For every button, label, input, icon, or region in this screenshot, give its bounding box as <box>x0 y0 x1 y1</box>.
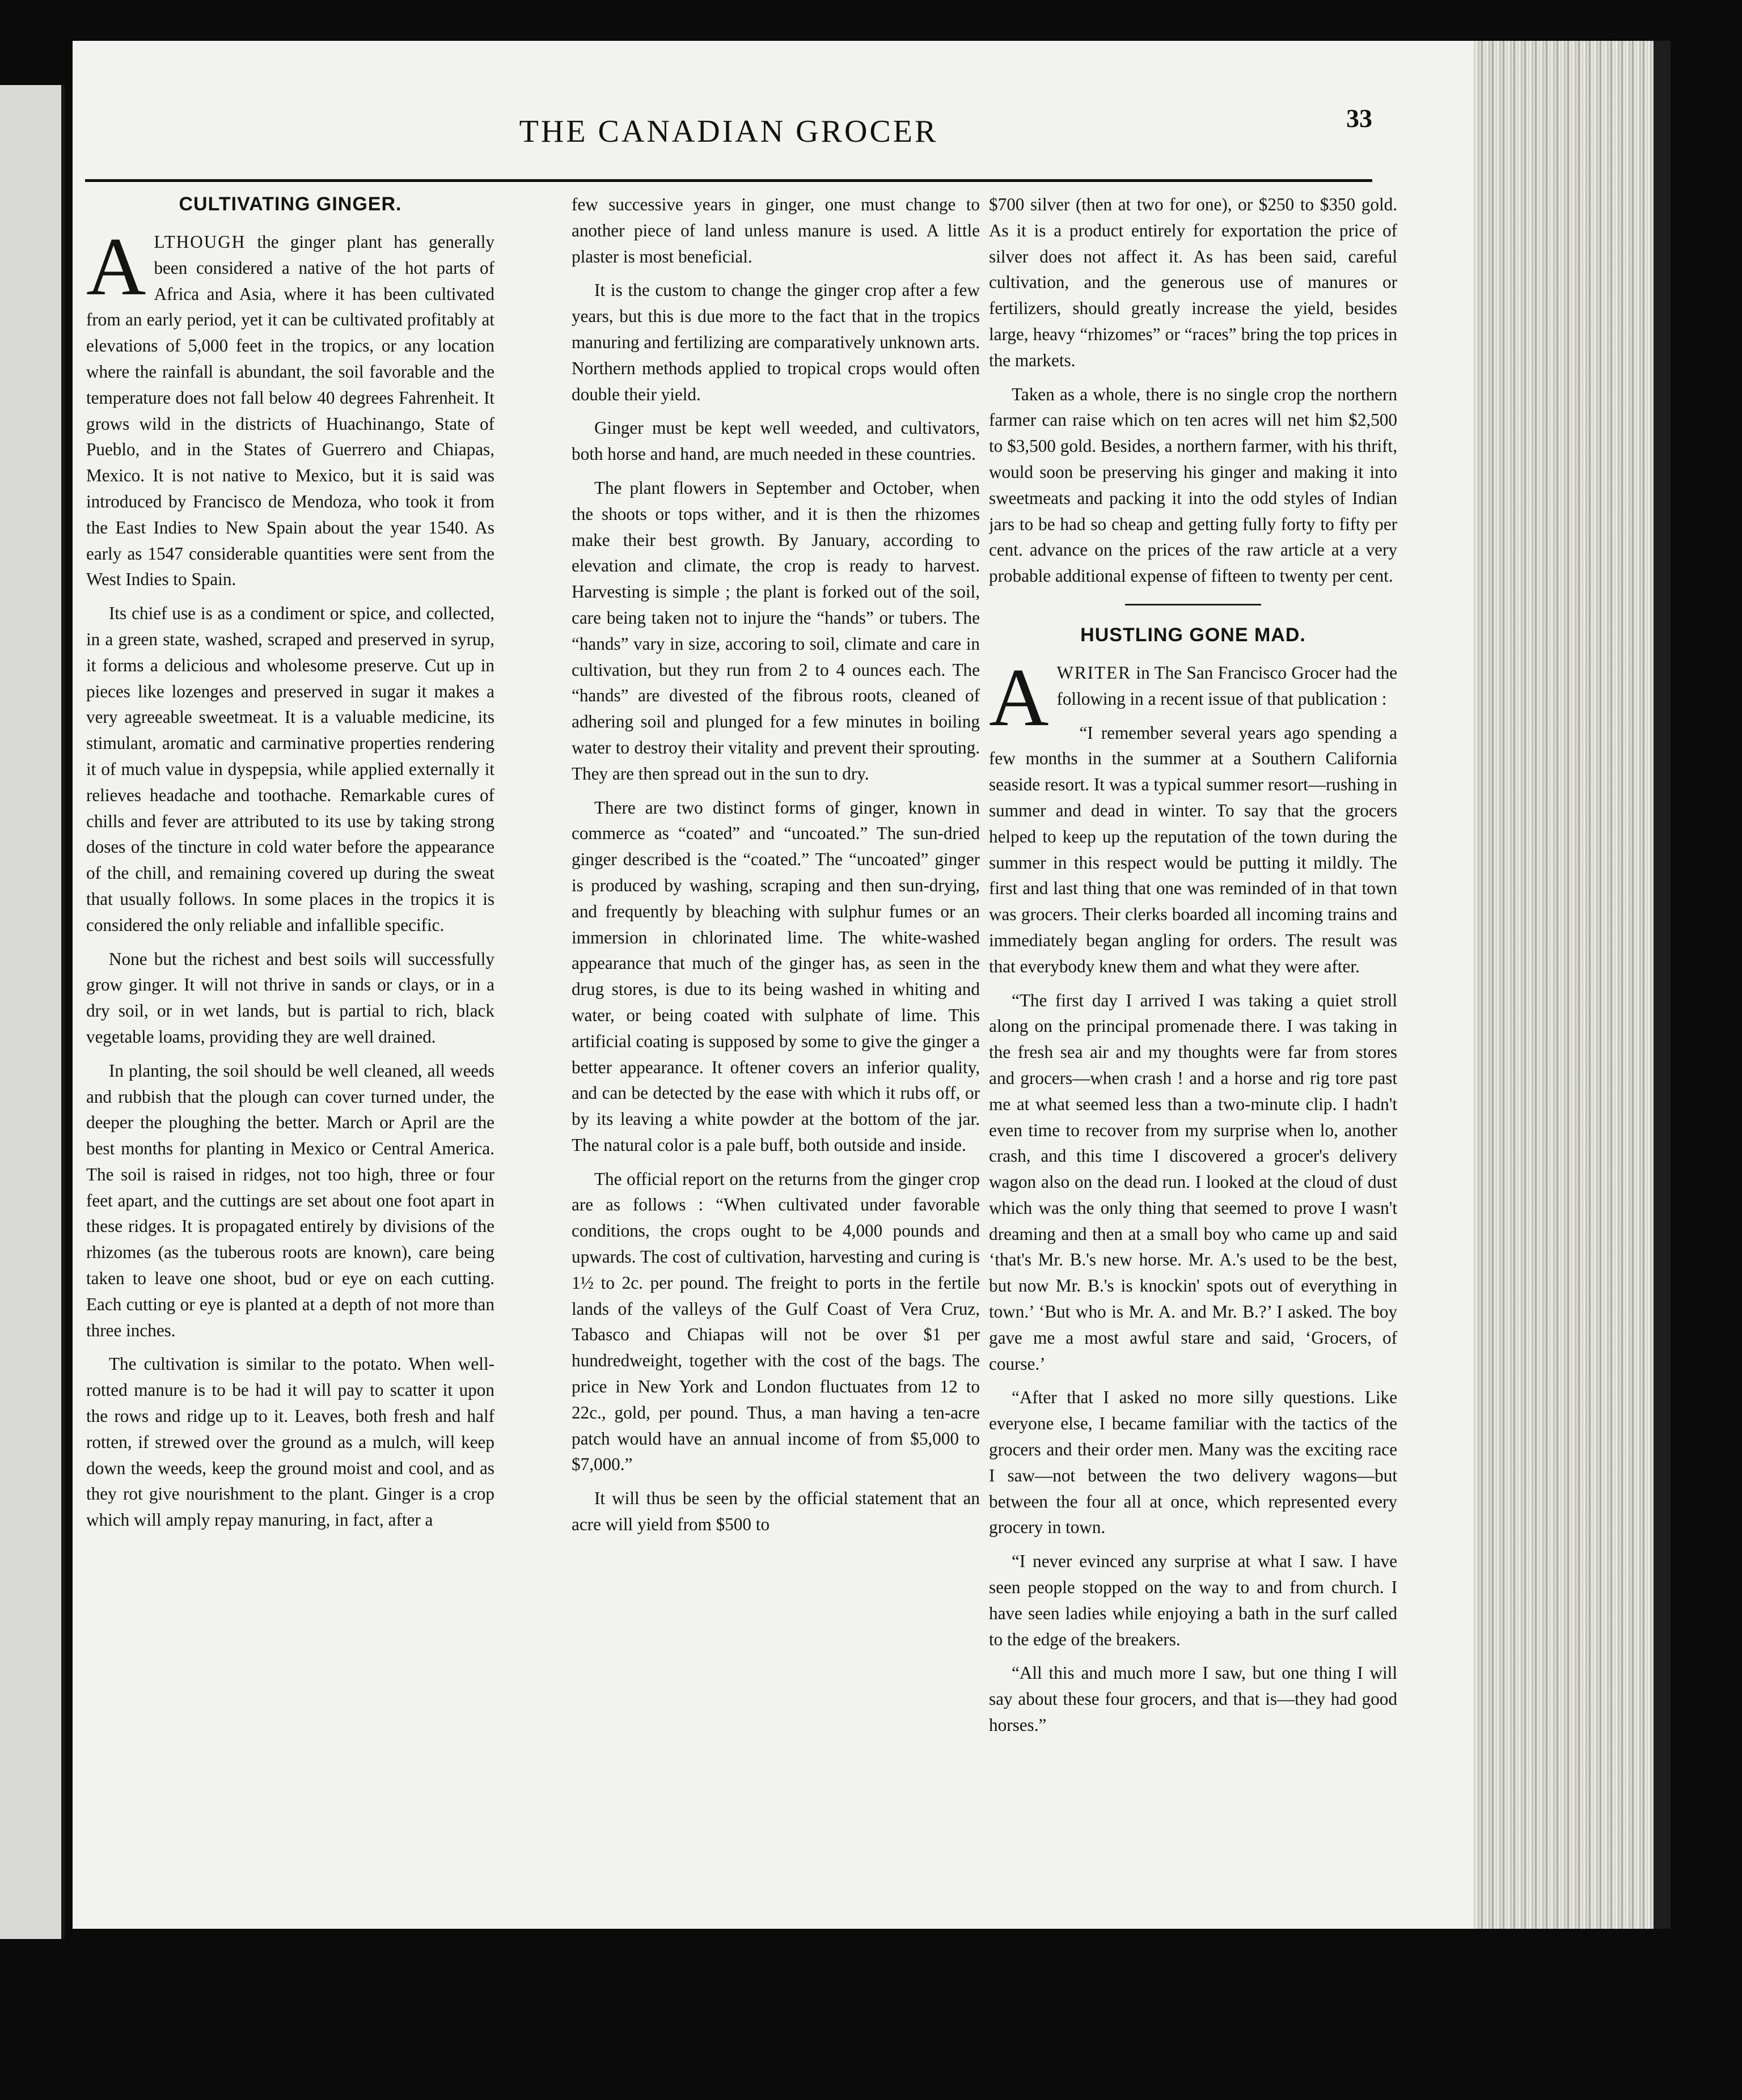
article1-paragraph: The plant flowers in September and October, when the shoots or tops wither, and it is then the rhizomes make their best growth. By January, according to elevation and climate, the crop is ready to harvest. Harvesting is simple ; the plant is forked out of the soil, care being taken not to injure the “hands” or tubers. The “hands” vary in size, accoring to soil, climate and care in cultivation, but they run from 2 to 4 ounces each. The “hands” are divested of the fibrous roots, cleaned of adhering soil and plunged for a few minutes in boiling water to destroy their vitality and prevent their sprouting. They are then spread out in the sun to dry. <box>572 477 980 784</box>
article2-paragraph: “After that I asked no more silly questions. Like everyone else, I became familiar with the tactics of the grocers and their order men. Many was the exciting race I saw—not between the two delivery wagons—but between the four all at once, which represented every grocery in town. <box>989 1387 1397 1538</box>
article1-paragraph: It is the custom to change the ginger crop after a few years, but this is due more to the fact that in the tropics manuring and fertilizing are comparatively unknown arts. Northern methods applied to tropical crops would often double their yield. <box>572 280 980 404</box>
drop-cap: A <box>86 221 146 312</box>
page-header <box>85 69 1372 177</box>
article1-paragraph: There are two distinct forms of ginger, known in commerce as “coated” and “uncoated.” The sun-dried ginger described is the “coated.” The “uncoated” ginger is produced by washing, scraping and then sun-drying, and frequently by bleaching with sulphur fumes or an immersion in chlorinated lime. The white-washed appearance that much of the ginger has, as seen in the drug stores, is due to its being washed in whiting and water, or being coated with sulphate of lime. This artificial coating is supposed by some to give the ginger a better appearance. It oftener covers an inferior quality, and can be detected by the ease with which it rubs off, or by its leaving a white powder at the bottom of the jar. The natural color is a pale buff, both outside and inside. <box>572 797 980 1155</box>
binding-shadow <box>1654 41 1671 1929</box>
article1-paragraph: Ginger must be kept well weeded, and cultivators, both horse and hand, are much needed in these countries. <box>572 418 980 464</box>
article-title-cultivating-ginger: CULTIVATING GINGER. <box>179 193 402 215</box>
lead-word: WRITER <box>1056 662 1131 683</box>
article1-paragraph: The official report on the returns from the ginger crop are as follows : “When cultivated under favorable conditions, the crops ought to be 4,000 pounds and upwards. The cost of cultivation, harvesting and curing is 1½ to 2c. per pound. The freight to ports in the fertile lands of the valleys of the Gulf Coast of Vera Cruz, Tabasco and Chiapas will not be over $1 per hundredweight, together with the cost of the bags. The price in New York and London fluctuates from 12 to 22c., gold, per pound. Thus, a man having a ten-acre patch would have an annual income of from $5,000 to $7,000.” <box>572 1168 980 1475</box>
article-divider <box>1125 604 1261 606</box>
article1-paragraph: Taken as a whole, there is no single crop the northern farmer can raise which on ten acres will net him $2,500 to $3,500 gold. Besides, a northern farmer, with his thrift, would soon be preserving his ginger and making it into sweetmeats and packing it into the odd styles of Indian jars to be had so cheap and getting fully forty to fifty per cent. advance on the prices of the raw article at a very probable additional expense of fifteen to twenty per cent. <box>989 384 1397 586</box>
article1-paragraph: It will thus be seen by the official statement that an acre will yield from $500 to <box>572 1488 980 1535</box>
article2-paragraph <box>989 651 1397 743</box>
article1-paragraph: few successive years in ginger, one must change to another piece of land unless manure is used. A little plaster is most beneficial. <box>572 194 980 266</box>
article1-paragraph: None but the richest and best soils will successfully grow ginger. It will not thrive in sands or clays, or in a dry soil, or in wet lands, but is partial to rich, black vegetable loams, providing they are well drained. <box>86 949 494 1047</box>
column-1 <box>86 192 494 1870</box>
article2-paragraph: “I never evinced any surprise at what I saw. I have seen people stopped on the way to and from church. I have seen ladies while enjoying a bath in the surf called to the edge of the breakers. <box>989 1551 1397 1649</box>
article1-paragraph: $700 silver (then at two for one), or $250 to $350 gold. As it is a product entirely for exportation the price of silver does not affect it. As has been said, careful cultivation, and the generous use of manures or fertilizers, should greatly increase the yield, besides large, heavy “rhizomes” or “races” bring the top prices in the markets. <box>989 194 1397 370</box>
article1-paragraph <box>86 221 494 592</box>
article2-paragraph: “I remember several years ago spending a few months in the summer at a Southern California seaside resort. It was a typical summer resort—rushing in summer and dead in winter. To say that the grocers helped to keep up the reputation of the town during the summer in this respect would be putting it mildly. The first and last thing that one was reminded of in that town was grocers. Their clerks boarded all incoming trains and immediately began angling for orders. The result was that everybody knew them and what they were after. <box>989 722 1397 976</box>
header-rule <box>85 179 1372 182</box>
running-title: THE CANADIAN GROCER <box>519 114 938 149</box>
article2-paragraph: “All this and much more I saw, but one thing I will say about these four grocers, and that is—they had good horses.” <box>989 1663 1397 1735</box>
page-stack-edge <box>1473 41 1654 1929</box>
article2-paragraph: “The first day I arrived I was taking a quiet stroll along on the principal promenade there. I was taking in the fresh sea air and my thoughts were far from stores and grocers—when crash ! and a horse and rig tore past me at what seemed less than a two-minute clip. I hadn't even time to recover from my surprise when lo, another crash, and this time I discovered a grocer's delivery wagon also on the dead run. I looked at the cloud of dust which was the only thing that seemed to prove I wasn't dreaming and then at a small boy who came up and said ‘that's Mr. B.'s new horse. Mr. A.'s used to be the best, but now Mr. B.'s is knockin' spots out of everything in town.’ ‘But who is Mr. A. and Mr. B.?’ I asked. The boy gave me a most awful stare and said, ‘Grocers, of course.’ <box>989 990 1397 1374</box>
article1-paragraph: The cultivation is similar to the potato. When well-rotted manure is to be had it will pay to scatter it upon the rows and ridge up to it. Leaves, both fresh and half rotten, if strewed over the ground as a mulch, will keep down the weeds, keep the ground moist and cool, and as they rot give nourishment to the plant. Ginger is a crop which will amply repay manuring, in fact, after a <box>86 1354 494 1530</box>
left-page-edge <box>0 85 65 1939</box>
article1-paragraph: In planting, the soil should be well cleaned, all weeds and rubbish that the plough can cover turned under, the deeper the ploughing the better. March or April are the best months for planting in Mexico or Central America. The soil is raised in ridges, not too high, three or four feet apart, and the cuttings are set about one foot apart in these ridges. It is propagated entirely by divisions of the rhizomes (as the tuberous roots are known), care being taken to leave one shoot, bud or eye on each cutting. Each cutting or eye is planted at a depth of not more than three inches. <box>86 1060 494 1340</box>
paragraph-text: the ginger plant has generally been considered a native of the hot parts of Africa and Asia, where it has been cultivated from an early period, yet it can be cultivated profitably at elevations of 5,000 feet in the tropics, or any location where the rainfall is abundant, the soil favorable and the temperature does not fall below 40 degrees Fahrenheit. It grows wild in the districts of Huachinango, State of Pueblo, and in the States of Guerrero and Chiapas, Mexico. It is not native to Mexico, but it is said was introduced by Francisco de Mendoza, who took it from the East Indies to New Spain about the year 1540. As early as 1547 considerable quantities were sent from the West Indies to Spain. <box>86 232 494 590</box>
article1-paragraph: Its chief use is as a condiment or spice, and collected, in a green state, washed, scraped and preserved in syrup, it forms a delicious and wholesome preserve. Cut up in pieces like lozenges and preserved in sugar it makes a very agreeable sweetmeat. It is a valuable medicine, its stimulant, aromatic and carminative properties rendering it of much value in dyspepsia, while applied externally it relieves headache and toothache. Remarkable cures of chills and fever are attributed to its use by taking strong doses of the tincture in cold water before the appearance of the chill, and remaining covered up during the sweat that usually follows. In some places in the tropics it is considered the only reliable and infallible specific. <box>86 603 494 935</box>
lead-word: LTHOUGH <box>154 232 246 252</box>
column-3 <box>989 192 1397 1870</box>
page-number: 33 <box>1346 104 1372 133</box>
paragraph-text: in The San Francisco Grocer had the following in a recent issue of that publication : <box>1056 662 1397 709</box>
drop-cap: A <box>989 651 1049 743</box>
column-2 <box>572 192 980 1870</box>
article-title-hustling-gone-mad: HUSTLING GONE MAD. <box>1080 624 1306 646</box>
